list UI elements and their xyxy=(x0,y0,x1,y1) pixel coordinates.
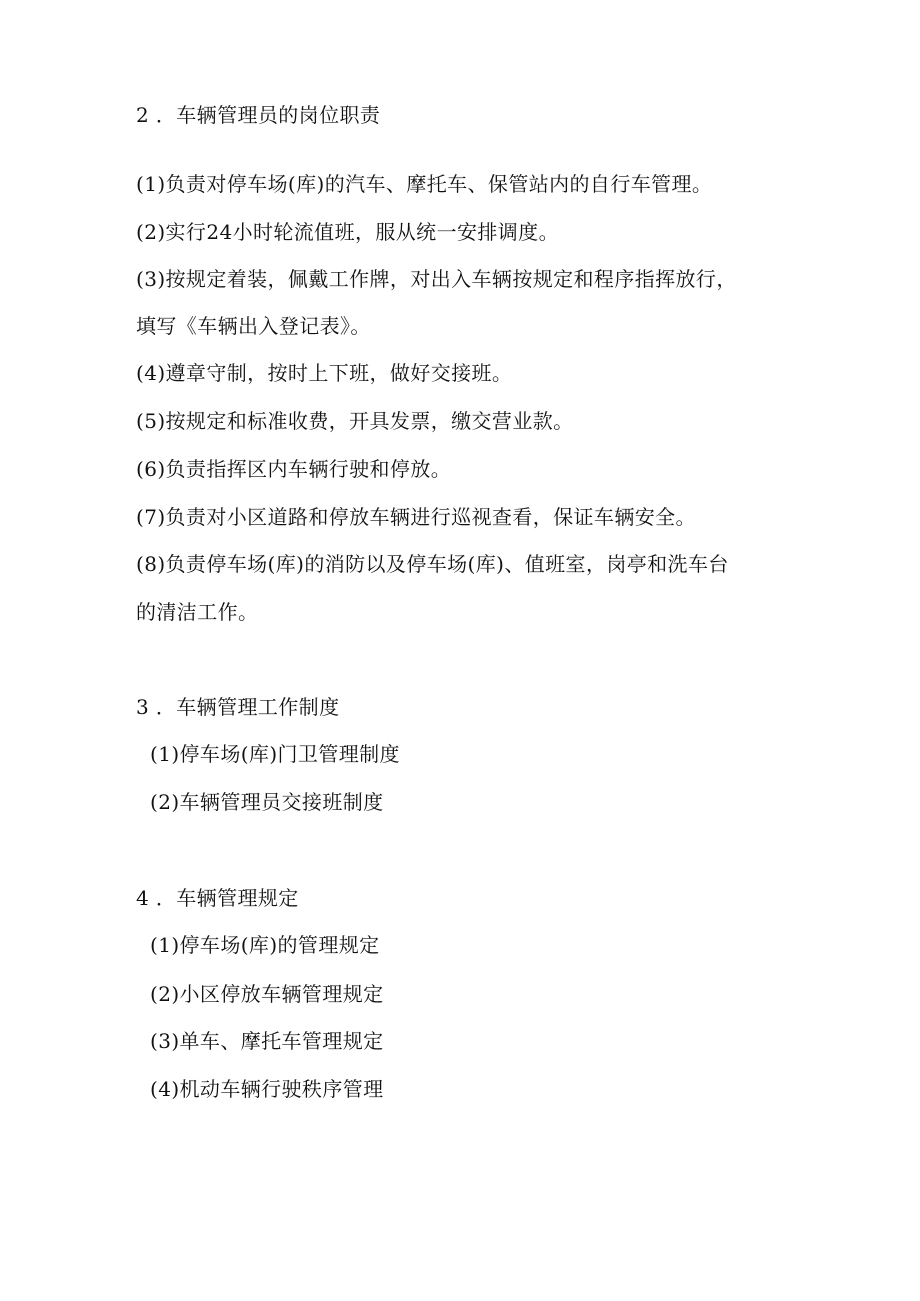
section-2-item-7: (7)负责对小区道路和停放车辆进行巡视查看，保证车辆安全。 xyxy=(136,505,696,529)
section-2-item-3: (3)按规定着装，佩戴工作牌，对出入车辆按规定和程序指挥放行， xyxy=(136,267,737,291)
section-2-item-3-continued: 填写《车辆出入登记表》。 xyxy=(136,314,371,338)
section-3-item-1: (1)停车场(库)门卫管理制度 xyxy=(150,742,400,766)
section-2-item-1: (1)负责对停车场(库)的汽车、摩托车、保管站内的自行车管理。 xyxy=(136,172,713,196)
section-2-heading: 2 ．车辆管理员的岗位职责 xyxy=(136,103,381,127)
section-4-item-2: (2)小区停放车辆管理规定 xyxy=(150,982,384,1006)
section-4-item-1: (1)停车场(库)的管理规定 xyxy=(150,933,380,957)
section-4-item-4: (4)机动车辆行驶秩序管理 xyxy=(150,1077,384,1101)
section-4-item-3: (3)单车、摩托车管理规定 xyxy=(150,1029,384,1053)
section-2-item-8: (8)负责停车场(库)的消防以及停车场(库)、值班室，岗亭和洗车台 xyxy=(136,552,729,576)
section-2-item-2: (2)实行24小时轮流值班，服从统一安排调度。 xyxy=(136,220,559,244)
section-2-item-5: (5)按规定和标准收费，开具发票，缴交营业款。 xyxy=(136,409,574,433)
section-2-item-6: (6)负责指挥区内车辆行驶和停放。 xyxy=(136,457,452,481)
section-2-item-4: (4)遵章守制，按时上下班，做好交接班。 xyxy=(136,361,513,385)
section-3-heading: 3 ．车辆管理工作制度 xyxy=(136,695,340,719)
section-3-item-2: (2)车辆管理员交接班制度 xyxy=(150,790,384,814)
section-2-item-8-continued: 的清洁工作。 xyxy=(136,600,259,624)
section-4-heading: 4 ．车辆管理规定 xyxy=(136,886,299,910)
